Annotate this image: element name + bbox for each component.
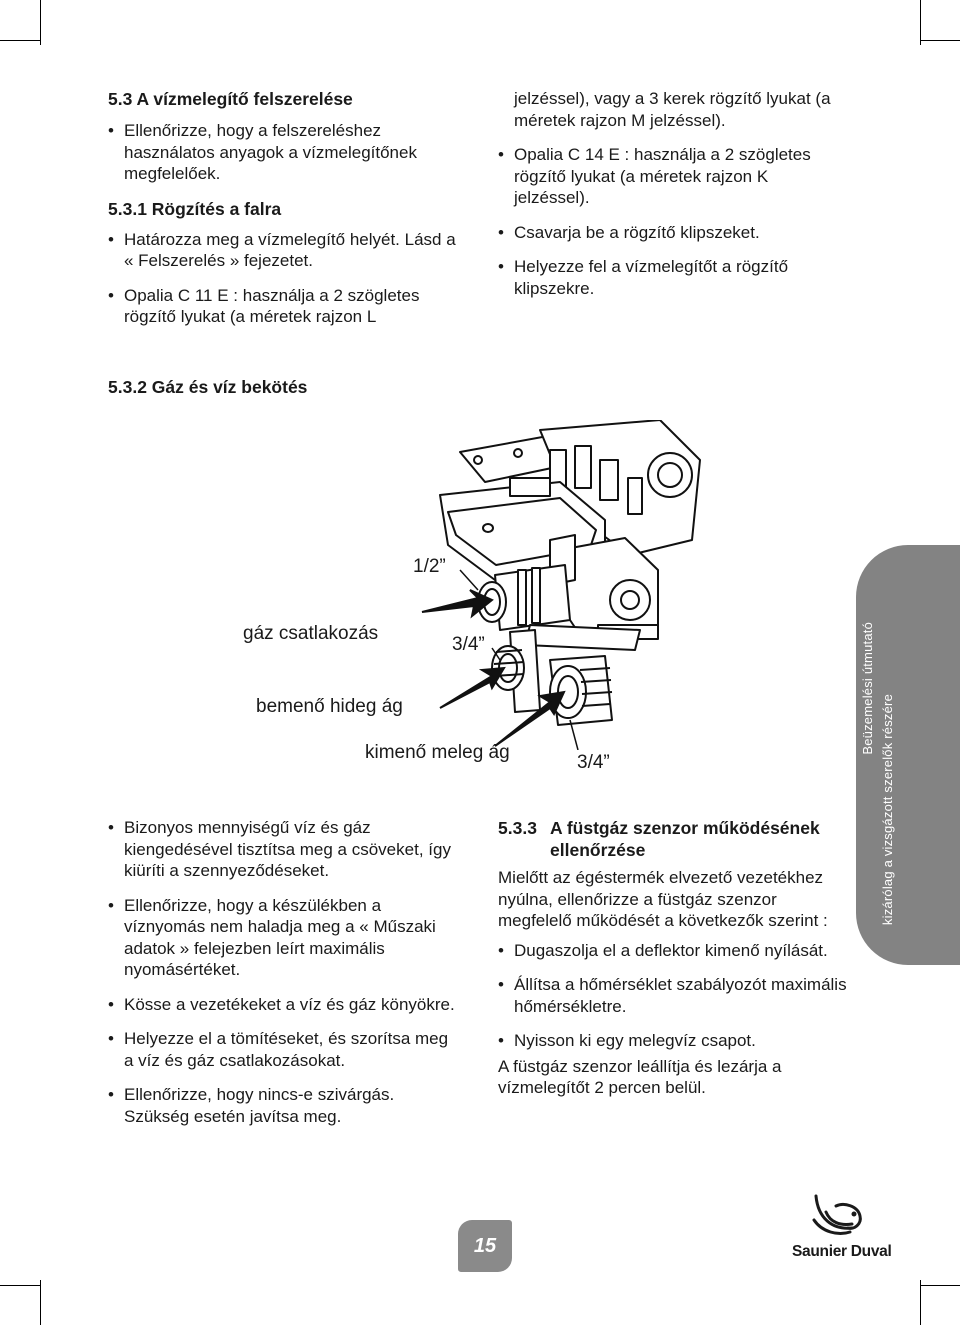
bullet-list <box>108 817 458 1127</box>
list-item: • Határozza meg a vízmelegítő helyét. Lásd a « Felszerelés » fejezetet. <box>108 229 468 272</box>
section-heading-5-3-1: 5.3.1 Rögzítés a falra <box>108 198 282 219</box>
list-item: • Kösse a vezetékeket a víz és gáz könyökre. <box>108 994 458 1016</box>
crop-mark <box>920 40 960 41</box>
list-item: • Helyezze fel a vízmelegítőt a rögzítő klipszekre. <box>498 256 848 299</box>
side-tab-line2: kizárólag a vizsgázott szerelők részére <box>880 693 895 925</box>
brand-name: Saunier Duval <box>792 1243 892 1260</box>
list-item: • Ellenőrizze, hogy a készülékben a víznyomás nem haladja meg a « Műszaki adatok » felejezben leírt maximális nyomásértéket. <box>108 895 458 981</box>
page-number-badge <box>458 1220 512 1272</box>
list-item: • Ellenőrizze, hogy a felszereléshez használatos anyagok a vízmelegítőnek megfelelőek. <box>108 120 468 185</box>
crop-mark <box>920 1285 960 1286</box>
list-item: • Ellenőrizze, hogy nincs-e szivárgás. Szükség esetén javítsa meg. <box>108 1084 458 1127</box>
label-three-quarter-inch: 3/4” <box>577 752 610 773</box>
section-number: 5.3.3 <box>498 818 537 838</box>
section-title: A füstgáz szenzor működésének <box>550 818 820 838</box>
crop-mark <box>920 1280 921 1325</box>
right-column-top <box>498 88 848 312</box>
list-item: • Opalia C 14 E : használja a 2 szögletes rögzítő lyukat (a méretek rajzon K jelzéssel). <box>498 144 848 209</box>
crop-mark <box>40 1280 41 1325</box>
left-column-top <box>108 88 468 341</box>
label-three-quarter-inch: 3/4” <box>452 634 485 655</box>
list-item: • Helyezze el a tömítéseket, és szorítsa meg a víz és gáz csatlakozásokat. <box>108 1028 458 1071</box>
section-heading-5-3-2: 5.3.2 Gáz és víz bekötés <box>108 377 308 397</box>
label-cold-inlet: bemenő hideg ág <box>256 696 403 717</box>
list-item: • Dugaszolja el a deflektor kimenő nyílását. <box>498 940 848 962</box>
crop-mark <box>40 0 41 45</box>
left-column-bottom <box>108 817 458 1140</box>
bullet-list <box>498 940 848 1052</box>
bullet-list <box>108 229 468 328</box>
section-title: ellenőrzése <box>550 840 646 860</box>
crop-mark <box>920 0 921 45</box>
bullet-list <box>108 120 468 185</box>
list-item: • Bizonyos mennyiségű víz és gáz kiengedésével tisztítsa meg a csöveket, így kiüríti a szennyeződéseket. <box>108 817 458 882</box>
crop-mark <box>0 40 40 41</box>
label-gas-connection: gáz csatlakozás <box>243 623 379 644</box>
gas-water-valve-illustration <box>400 420 720 750</box>
outro-paragraph: A füstgáz szenzor leállítja és lezárja a vízmelegítőt 2 percen belül. <box>498 1056 782 1097</box>
label-half-inch: 1/2” <box>413 556 446 577</box>
side-tab-line1: Beüzemelési útmutató <box>860 622 875 755</box>
list-item: • Csavarja be a rögzítő klipszeket. <box>498 222 848 244</box>
right-column-bottom <box>498 817 848 1099</box>
section-heading-5-3-3 <box>498 817 848 861</box>
list-item: • Állítsa a hőmérséklet szabályozót maximális hőmérsékletre. <box>498 974 848 1017</box>
crop-mark <box>0 1285 40 1286</box>
list-item: • Opalia C 11 E : használja a 2 szögletes rögzítő lyukat (a méretek rajzon L <box>108 285 468 328</box>
page-number: 15 <box>473 1234 497 1257</box>
section-heading-5-3: 5.3 A vízmelegítő felszerelése <box>108 89 353 109</box>
bullet-list <box>498 144 848 299</box>
bullet-continuation: jelzéssel), vagy a 3 kerek rögzítő lyukat (a méretek rajzon M jelzéssel). <box>514 89 831 130</box>
list-item: • Nyisson ki egy melegvíz csapot. <box>498 1030 848 1052</box>
brand-logo-icon <box>808 1190 868 1238</box>
label-hot-outlet: kimenő meleg ág <box>365 742 510 763</box>
side-tab-text <box>858 622 898 925</box>
intro-paragraph: Mielőtt az égéstermék elvezető vezetékhez nyúlna, ellenőrizze a füstgáz szenzor megfelelő működését a következők szerint : <box>498 868 828 930</box>
